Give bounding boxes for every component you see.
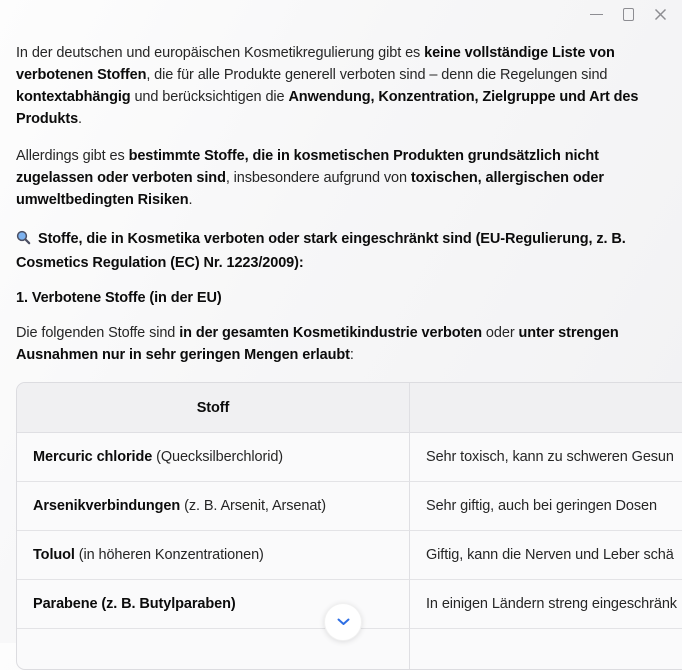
close-icon: [654, 8, 667, 21]
table-row: [17, 482, 682, 531]
substance-cell: Parabene (z. B. Butylparaben): [17, 580, 409, 629]
substance-cell: Mercuric chloride (Quecksilberchlorid): [17, 433, 409, 482]
paragraph-forbidden-substances: Allerdings gibt es bestimmte Stoffe, die in kosmetischen Produkten grundsätzlich nicht zugelassen oder verboten sind, insbesondere aufgrund von toxischen, allergischen oder umweltbedingten Risiken.: [16, 148, 604, 208]
close-button[interactable]: [646, 2, 674, 26]
section-heading-verbotene-stoffe: 1. Verbotene Stoffe (in der EU): [16, 290, 222, 306]
paragraph-regulation-overview: In der deutschen und europäischen Kosmetikregulierung gibt es keine vollständige Liste von verbotenen Stoffen, die für alle Produkte generell verboten sind – denn die Regelungen sind kontextabhängig und berücksichtigen die Anwendung, Konzentration, Zielgruppe und Art des Produkts.: [16, 45, 639, 127]
substance-cell: Arsenikverbindungen (z. B. Arsenit, Arsenat): [17, 482, 409, 531]
column-header-reason: [409, 383, 682, 433]
maximize-icon: [623, 8, 634, 21]
minimize-icon: [590, 14, 603, 15]
maximize-button[interactable]: [614, 2, 642, 26]
window-titlebar: [0, 0, 682, 28]
table-header-row: [17, 383, 682, 433]
magnifier-icon: [16, 230, 31, 252]
scroll-down-button[interactable]: [324, 603, 362, 641]
paragraph-table-intro: Die folgenden Stoffe sind in der gesamten Kosmetikindustrie verboten oder unter strengen Ausnahmen nur in sehr geringen Mengen erlaubt:: [16, 325, 619, 363]
reason-cell: In einigen Ländern streng eingeschränk: [409, 580, 682, 629]
table-row: [17, 433, 682, 482]
reason-cell: Sehr giftig, auch bei geringen Dosen: [409, 482, 682, 531]
table-row: [17, 531, 682, 580]
section-heading-text: Stoffe, die in Kosmetika verboten oder stark eingeschränkt sind (EU-Regulierung, z. B. Cosmetics Regulation (EC) Nr. 1223/2009):: [16, 231, 626, 271]
section-heading-eu-regulation: [16, 228, 668, 274]
chevron-down-icon: [337, 618, 350, 626]
reason-cell: Sehr toxisch, kann zu schweren Gesun: [409, 433, 682, 482]
reason-cell: Giftig, kann die Nerven und Leber schä: [409, 531, 682, 580]
substance-cell: Toluol (in höheren Konzentrationen): [17, 531, 409, 580]
column-header-stoff: Stoff: [17, 383, 409, 433]
minimize-button[interactable]: [582, 2, 610, 26]
